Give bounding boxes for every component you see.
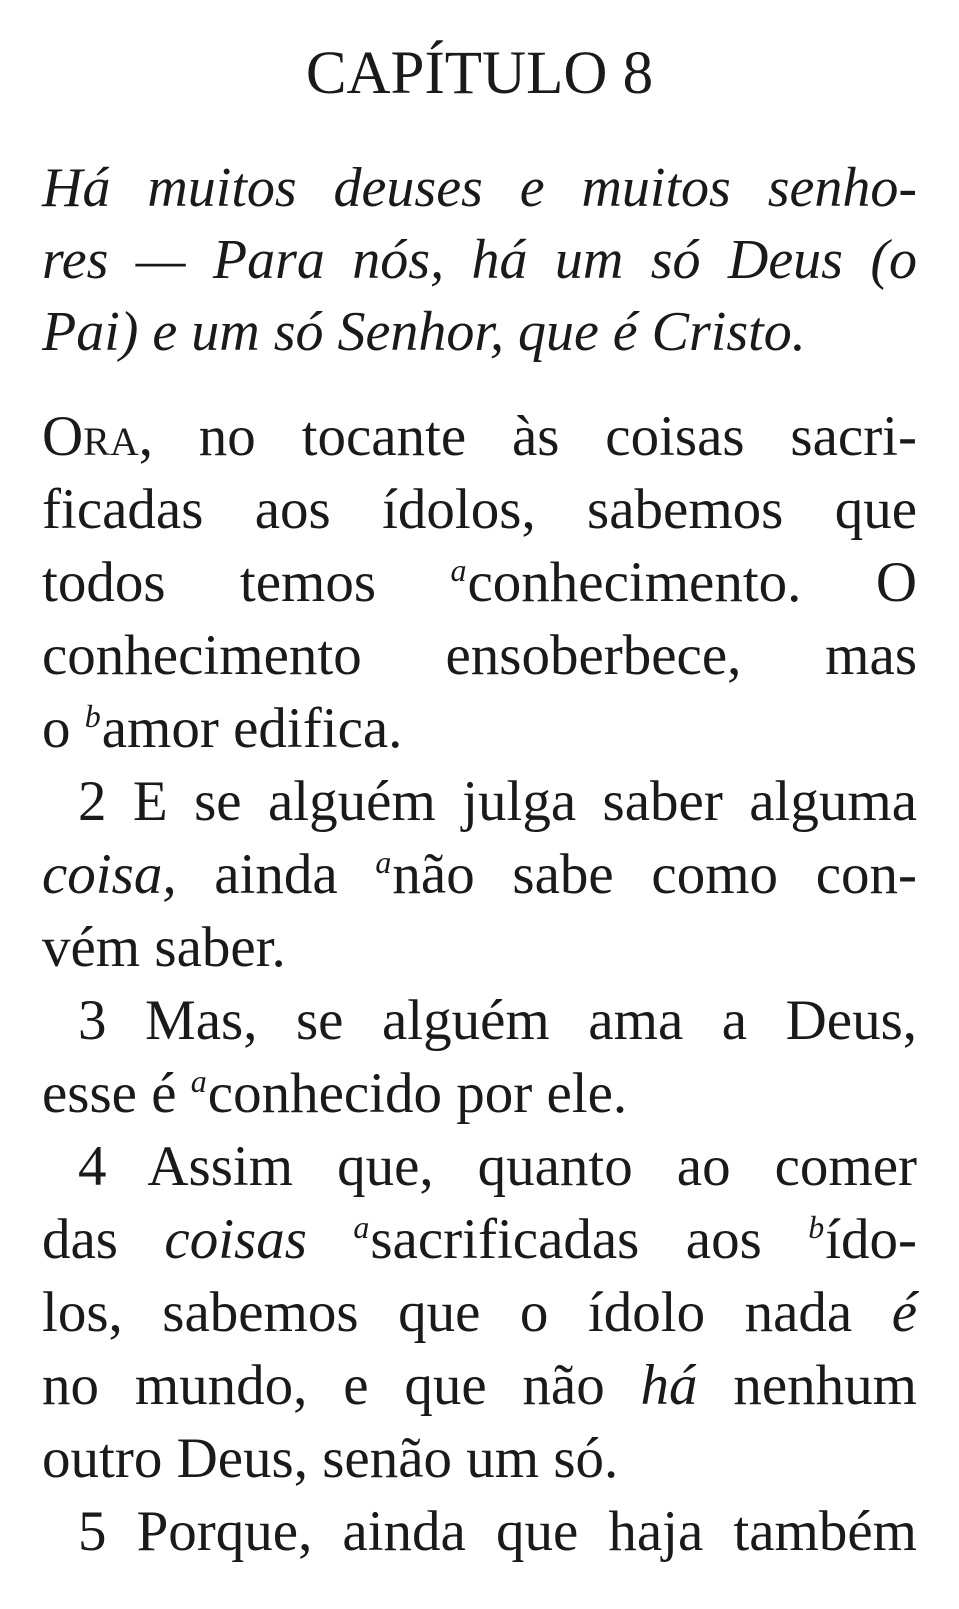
verse-1-line: todos temos $^a$conhecimento. O <box>42 551 917 614</box>
footnote-ref[interactable]: a <box>353 1209 370 1245</box>
verse-1-line: o $^b$amor edifica. <box>42 697 403 760</box>
footnote-ref[interactable]: b <box>84 698 101 734</box>
verse-4-line: 4 Assim que, quanto ao comer <box>78 1135 917 1198</box>
verse-2-line: 2 E se alguém julga saber alguma <box>78 770 917 833</box>
verse-1-line: ficadas aos ídolos, sabemos que <box>42 478 917 541</box>
summary-line: res — Para nós, há um só Deus (o <box>42 229 917 291</box>
verse-4-line: das coisas $^a$sacrificadas aos $^b$ído- <box>42 1208 918 1271</box>
verse-4-line: los, sabemos que o ídolo nada é <box>42 1281 917 1344</box>
summary-line: Há muitos deuses e muitos senho- <box>42 157 917 219</box>
chapter-text <box>42 400 917 1568</box>
verse-5-line: 5 Porque, ainda que haja também <box>78 1500 917 1563</box>
footnote-ref[interactable]: b <box>808 1209 825 1245</box>
verse-2-line: coisa, ainda $^a$não sabe como con- <box>42 843 918 906</box>
summary-line: Pai) e um só Senhor, que é Cristo. <box>42 301 806 363</box>
verse-4-line: no mundo, e que não há nenhum <box>42 1354 917 1417</box>
verse-1-line: Ora, no tocante às coisas sacri- <box>42 405 917 468</box>
chapter-summary <box>42 152 917 368</box>
verse-4-line: outro Deus, senão um só. <box>42 1427 619 1490</box>
footnote-ref[interactable]: a <box>190 1063 207 1099</box>
footnote-ref[interactable]: a <box>450 552 467 588</box>
footnote-ref[interactable]: a <box>375 844 392 880</box>
drop-word: Ora <box>42 405 139 468</box>
verse-1-line: conhecimento ensoberbece, mas <box>42 624 917 687</box>
verse-2-line: vém saber. <box>42 916 286 979</box>
verse-3-line: esse é $^a$conhecido por ele. <box>42 1062 628 1125</box>
chapter-title: CAPÍTULO 8 <box>305 40 654 107</box>
verse-3-line: 3 Mas, se alguém ama a Deus, <box>78 989 917 1052</box>
